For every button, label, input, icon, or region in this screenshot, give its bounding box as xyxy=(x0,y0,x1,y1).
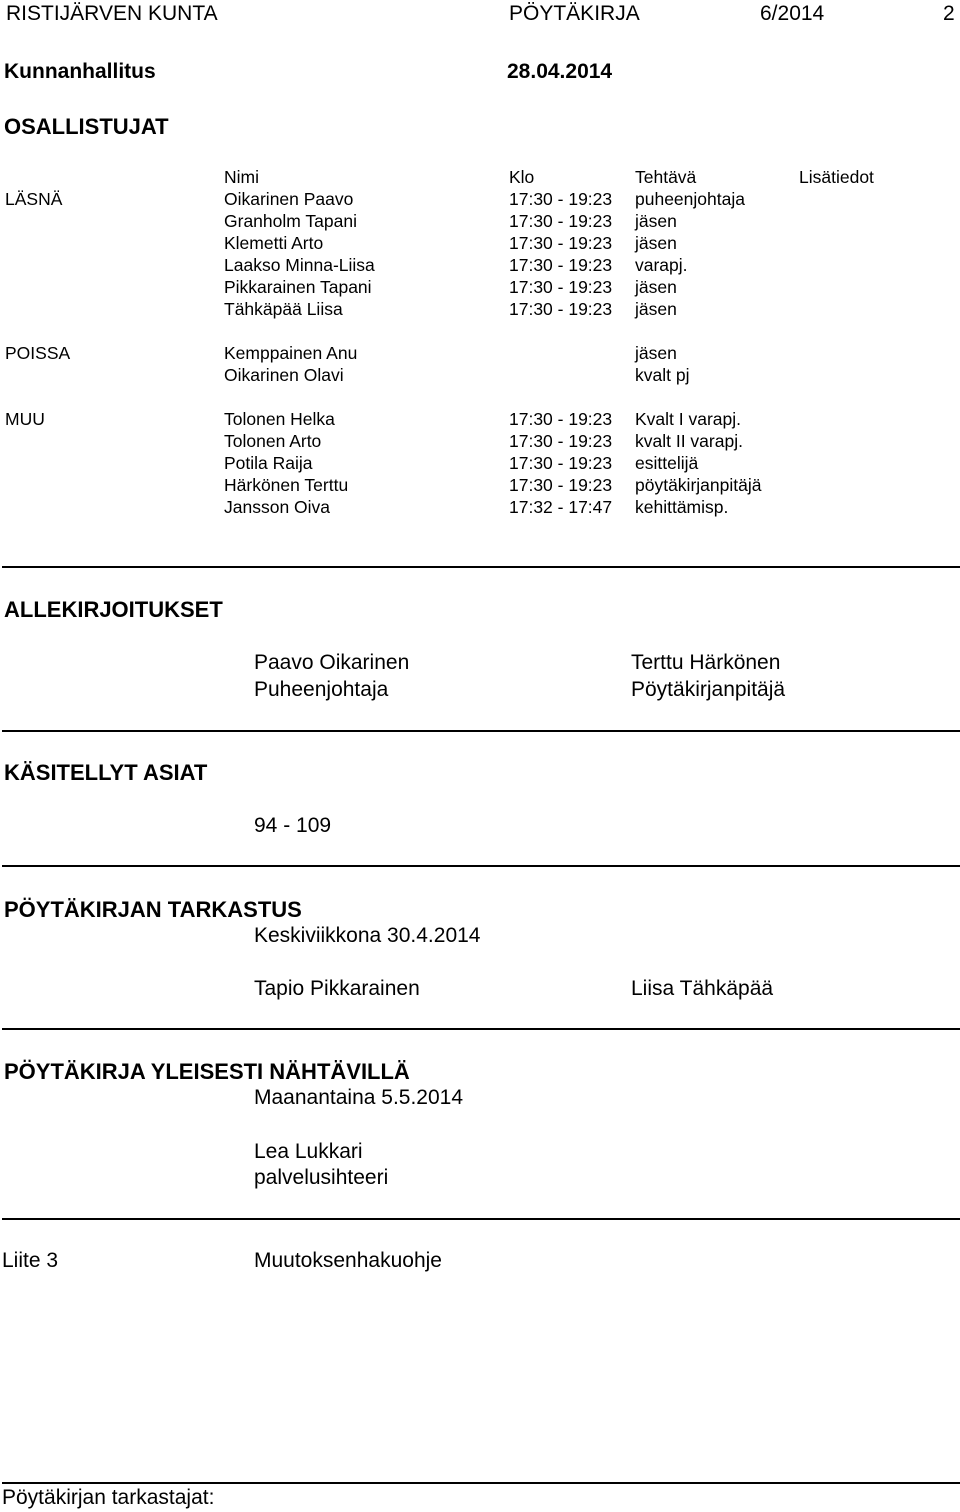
public-title: PÖYTÄKIRJA YLEISESTI NÄHTÄVILLÄ xyxy=(4,1059,410,1084)
secretary-role: Pöytäkirjanpitäjä xyxy=(631,678,786,701)
participant-role: jäsen xyxy=(635,277,677,297)
column-header-role: Tehtävä xyxy=(635,167,697,187)
meeting-date: 28.04.2014 xyxy=(507,60,613,83)
participant-role: jäsen xyxy=(635,343,677,363)
document-number: 6/2014 xyxy=(760,2,825,25)
participant-name: Jansson Oiva xyxy=(224,497,331,517)
items-title: KÄSITELLYT ASIAT xyxy=(4,760,208,785)
participant-name: Laakso Minna-Liisa xyxy=(224,255,375,275)
participant-role: varapj. xyxy=(635,255,688,275)
section-divider xyxy=(2,865,960,867)
review-title: PÖYTÄKIRJAN TARKASTUS xyxy=(4,897,302,922)
participant-time: 17:32 - 17:47 xyxy=(509,497,613,517)
secretary-name: Terttu Härkönen xyxy=(631,651,781,674)
participant-name: Pikkarainen Tapani xyxy=(224,277,372,297)
governing-body: Kunnanhallitus xyxy=(4,60,156,83)
participant-name: Tähkäpää Liisa xyxy=(224,299,343,319)
participant-role: jäsen xyxy=(635,233,677,253)
participant-role: jäsen xyxy=(635,299,677,319)
section-divider xyxy=(2,730,960,732)
participant-time: 17:30 - 19:23 xyxy=(509,211,613,231)
participant-name: Kemppainen Anu xyxy=(224,343,358,363)
participant-name: Oikarinen Olavi xyxy=(224,365,344,385)
participant-role: kvalt pj xyxy=(635,365,690,385)
review-date: Keskiviikkona 30.4.2014 xyxy=(254,924,481,947)
participant-name: Härkönen Terttu xyxy=(224,475,349,495)
column-header-name: Nimi xyxy=(224,167,259,187)
signatures-title: ALLEKIRJOITUKSET xyxy=(4,597,223,622)
participant-role: esittelijä xyxy=(635,453,699,473)
section-divider xyxy=(2,566,960,568)
participant-role: kehittämisp. xyxy=(635,497,729,517)
items-range: 94 - 109 xyxy=(254,814,332,837)
participant-time: 17:30 - 19:23 xyxy=(509,255,613,275)
participant-name: Potila Raija xyxy=(224,453,313,473)
reviewer-2: Liisa Tähkäpää xyxy=(631,977,774,1000)
participant-group-label: POISSA xyxy=(5,343,71,363)
participant-role: puheenjohtaja xyxy=(635,189,745,209)
footer-divider xyxy=(2,1482,960,1484)
municipality-name: RISTIJÄRVEN KUNTA xyxy=(6,2,218,25)
appendix-label: Liite 3 xyxy=(2,1249,59,1272)
appendix-text: Muutoksenhakuohje xyxy=(254,1249,442,1272)
participant-time: 17:30 - 19:23 xyxy=(509,409,613,429)
participant-role: kvalt II varapj. xyxy=(635,431,743,451)
participant-name: Oikarinen Paavo xyxy=(224,189,354,209)
column-header-info: Lisätiedot xyxy=(799,167,874,187)
participant-role: pöytäkirjanpitäjä xyxy=(635,475,762,495)
participant-time: 17:30 - 19:23 xyxy=(509,189,613,209)
chair-name: Paavo Oikarinen xyxy=(254,651,410,674)
reviewers-signature-label: Pöytäkirjan tarkastajat: xyxy=(2,1486,215,1509)
participant-time: 17:30 - 19:23 xyxy=(509,277,613,297)
column-header-time: Klo xyxy=(509,167,535,187)
participant-time: 17:30 - 19:23 xyxy=(509,475,613,495)
participant-time: 17:30 - 19:23 xyxy=(509,233,613,253)
participant-name: Tolonen Arto xyxy=(224,431,322,451)
participant-name: Granholm Tapani xyxy=(224,211,357,231)
participant-name: Tolonen Helka xyxy=(224,409,335,429)
document-type: PÖYTÄKIRJA xyxy=(509,2,640,25)
participant-time: 17:30 - 19:23 xyxy=(509,431,613,451)
public-date: Maanantaina 5.5.2014 xyxy=(254,1086,464,1109)
section-divider xyxy=(2,1218,960,1220)
reviewer-1: Tapio Pikkarainen xyxy=(254,977,420,1000)
public-contact-name: Lea Lukkari xyxy=(254,1140,363,1163)
participant-name: Klemetti Arto xyxy=(224,233,324,253)
participant-group-label: MUU xyxy=(5,409,45,429)
chair-role: Puheenjohtaja xyxy=(254,678,389,701)
participants-title: OSALLISTUJAT xyxy=(4,114,169,139)
participant-time: 17:30 - 19:23 xyxy=(509,453,613,473)
participant-role: jäsen xyxy=(635,211,677,231)
participant-group-label: LÄSNÄ xyxy=(5,189,63,209)
section-divider xyxy=(2,1028,960,1030)
participant-time: 17:30 - 19:23 xyxy=(509,299,613,319)
page-number: 2 xyxy=(943,2,955,25)
public-contact-role: palvelusihteeri xyxy=(254,1166,389,1189)
participant-role: Kvalt I varapj. xyxy=(635,409,742,429)
